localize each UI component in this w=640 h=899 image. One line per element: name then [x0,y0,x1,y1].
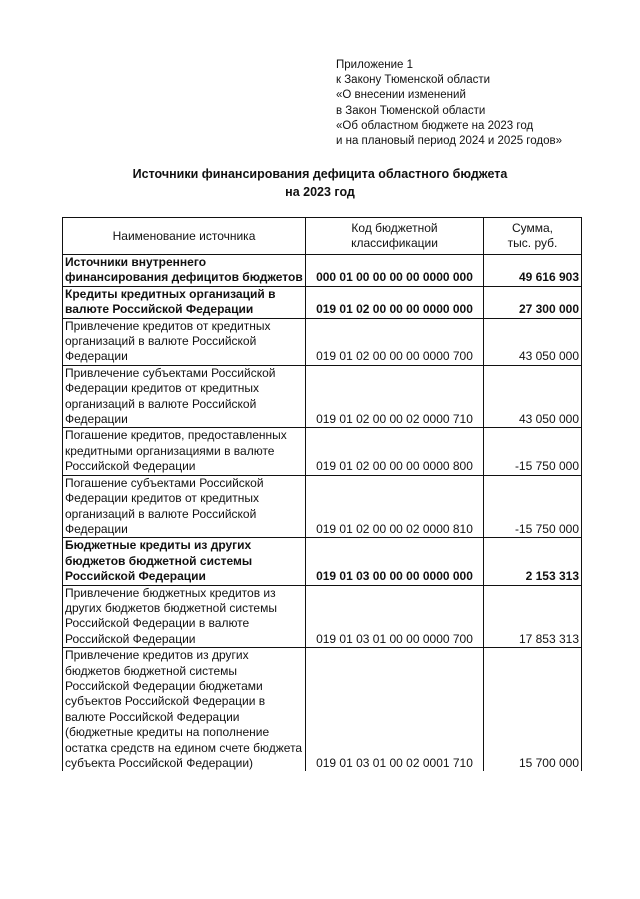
row-amount: 49 616 903 [484,255,582,287]
table-row [63,286,582,318]
row-amount: -15 750 000 [484,428,582,475]
row-amount: -15 750 000 [484,475,582,538]
header-amount-line-2: тыс. руб. [507,236,558,250]
document-title [60,165,580,201]
row-name: Бюджетные кредиты из других бюджетов бюджетной системы Российской Федерации [63,538,306,585]
appendix-line: «Об областном бюджете на 2023 год [336,119,534,132]
header-code-line-1: Код бюджетной [351,221,438,235]
table-row [63,255,582,287]
table-row [63,365,582,428]
header-code [306,218,484,255]
row-name: Кредиты кредитных организаций в валюте Российской Федерации [63,286,306,318]
row-code: 019 01 02 00 00 00 0000 000 [306,286,484,318]
header-amount-line-1: Сумма, [511,221,554,235]
header-code-line-2: классификации [351,236,438,250]
appendix-line: и на плановый период 2024 и 2025 годов» [336,135,562,148]
row-code: 019 01 02 00 00 00 0000 800 [306,428,484,475]
table-row [63,428,582,475]
appendix-note [336,58,562,149]
row-amount: 27 300 000 [484,286,582,318]
appendix-line: к Закону Тюменской области [336,74,491,87]
row-amount: 43 050 000 [484,318,582,365]
row-name: Погашение субъектами Российской Федерации кредитов от кредитных организаций в валюте Российской Федерации [63,475,306,538]
row-amount: 15 700 000 [484,648,582,772]
title-line-1: Источники финансирования дефицита областного бюджета [132,167,508,181]
appendix-line: «О внесении изменений [336,89,466,102]
table-row [63,538,582,585]
row-name: Привлечение субъектами Российской Федерации кредитов от кредитных организаций в валюте Российской Федерации [63,365,306,428]
row-name: Привлечение бюджетных кредитов из других бюджетов бюджетной системы Российской Федерации в валюте Российской Федерации [63,585,306,648]
header-name [63,218,306,255]
header-name-label: Наименование источника [112,228,256,243]
table-row [63,318,582,365]
row-amount: 17 853 313 [484,585,582,648]
table-row [63,585,582,648]
appendix-line: Приложение 1 [336,59,414,71]
row-code: 019 01 03 01 00 00 0000 700 [306,585,484,648]
row-code: 000 01 00 00 00 00 0000 000 [306,255,484,287]
row-code: 019 01 03 00 00 00 0000 000 [306,538,484,585]
financing-sources-table [62,217,582,771]
table-row [63,648,582,772]
row-name: Привлечение кредитов от кредитных организаций в валюте Российской Федерации [63,318,306,365]
header-amount [484,218,582,255]
row-code: 019 01 03 01 00 02 0001 710 [306,648,484,772]
row-code: 019 01 02 00 00 00 0000 700 [306,318,484,365]
row-name: Привлечение кредитов из других бюджетов бюджетной системы Российской Федерации бюджетами субъектов Российской Федерации в валюте Российской Федерации (бюджетные кредиты на пополнение остатка средств на едином счете бюджета субъекта Российской Федерации) [63,648,306,772]
table-row [63,475,582,538]
row-name: Погашение кредитов, предоставленных кредитными организациями в валюте Российской Федерации [63,428,306,475]
row-amount: 43 050 000 [484,365,582,428]
row-name: Источники внутреннего финансирования дефицитов бюджетов [63,255,306,287]
row-code: 019 01 02 00 00 02 0000 810 [306,475,484,538]
table-header-row [63,218,582,255]
row-amount: 2 153 313 [484,538,582,585]
appendix-line: в Закон Тюменской области [336,104,486,117]
row-code: 019 01 02 00 00 02 0000 710 [306,365,484,428]
title-line-2: на 2023 год [285,185,355,199]
